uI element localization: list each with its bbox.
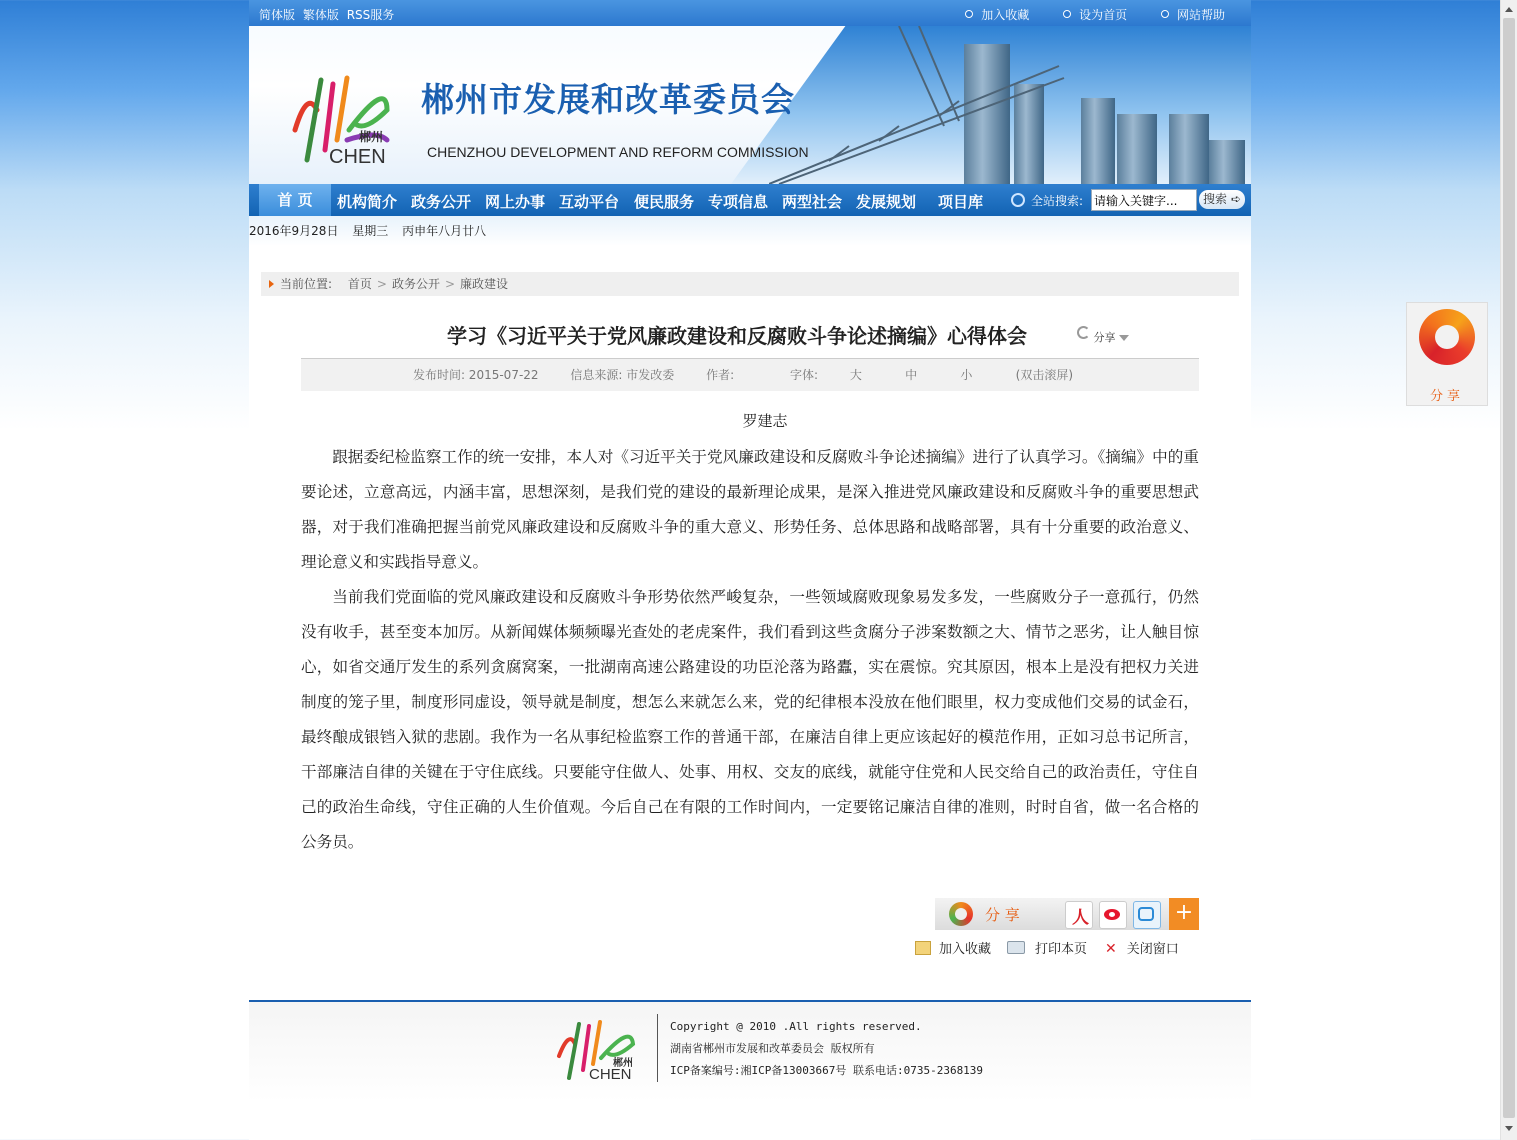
nav-item-public-service[interactable]: 便民服务 (634, 193, 695, 211)
vertical-scrollbar[interactable] (1500, 0, 1517, 1140)
search-label: 全站搜索: (1031, 194, 1084, 208)
breadcrumb-home[interactable]: 首页 (347, 277, 372, 291)
share-logo-icon (1419, 309, 1475, 365)
share-mini-button[interactable] (1077, 326, 1129, 345)
search-button[interactable]: 搜索 ➪ (1199, 190, 1245, 209)
nav-item-about[interactable]: 机构简介 (337, 193, 398, 211)
footer-icp: ICP备案编号:湘ICP备13003667号 联系电话:0735-2368139 (670, 1064, 984, 1077)
nav-item-online-service[interactable]: 网上办事 (485, 193, 546, 211)
article-body (301, 440, 1199, 860)
printer-icon (1007, 941, 1025, 954)
tool-add-favorite[interactable] (915, 938, 991, 957)
link-rss[interactable]: RSS服务 (346, 8, 395, 22)
footer-logo-cn: 郴州 (613, 1058, 633, 1069)
author-label: 作者: (706, 368, 735, 382)
tool-add-favorite-label: 加入收藏 (939, 942, 992, 957)
date-bar (249, 216, 1251, 246)
article-meta (301, 358, 1199, 391)
share-more-button[interactable]: + (1169, 898, 1199, 930)
share-bar (935, 898, 1199, 930)
breadcrumb-gov-info[interactable]: 政务公开 (391, 277, 440, 291)
article-author: 罗建志 (742, 412, 788, 430)
chevron-down-icon (1119, 335, 1129, 341)
link-site-help[interactable]: 网站帮助 (1161, 8, 1225, 22)
top-bar-left (259, 6, 398, 23)
tool-close-label: 关闭窗口 (1126, 942, 1179, 957)
article-title: 学习《习近平关于党风廉政建设和反腐败斗争论述摘编》心得体会 (447, 324, 1027, 348)
page (249, 0, 1251, 1140)
article-paragraph: 当前我们党面临的党风廉政建设和反腐败斗争形势依然严峻复杂，一些领域腐败现象易发多发，一些腐败分子一意孤行，仍然没有收手，甚至变本加厉。从新闻媒体频频曝光查处的老虎案件，我们看到这些贪腐分子涉案数额之大、情节之恶劣，让人触目惊心，如省交通厅发生的系列贪腐窝案，一批湖南高速公路建设的功臣沦落为路蠹，实在震惊。究其原因，根本上是没有把权力关进制度的笼子里，制度形同虚设，领导就是制度，想怎么来就怎么来，党的纪律根本没放在他们眼里，权力变成他们交易的试金石，最终酿成银铛入狱的悲剧。我作为一名从事纪检监察工作的普通干部，在廉洁自律上更应该起好的模范作用，正如习总书记所言，干部廉洁自律的关键在于守住底线。只要能守住做人、处事、用权、交友的底线，就能守住党和人民交给自己的政治责任，守住自己的政治生命线，守住正确的人生价值观。今后自己在有限的工作时间内，一定要铭记廉洁自律的准则，时时自省，做一名合格的公务员。 (301, 588, 1199, 851)
share-logo-icon (949, 902, 973, 926)
article-paragraph: 跟据委纪检监察工作的统一安排，本人对《习近平关于党风廉政建设和反腐败斗争论述摘编》进行了认真学习。《摘编》中的重要论述，立意高远，内涵丰富，思想深刻，是我们党的建设的最新理论成果，是深入推进党风廉政建设和反腐败斗争的重要思想武器，对于我们准确把握当前党风廉政建设和反腐败斗争的重大意义、形势任务、总体思路和战略部署，具有十分重要的政治意义、理论意义和实践指导意义。 (301, 448, 1199, 571)
share-weibo-icon[interactable] (1099, 901, 1127, 929)
share-tencent-icon[interactable] (1133, 901, 1161, 929)
breadcrumb-integrity[interactable]: 廉政建设 (460, 277, 509, 291)
nav-item-two-type-society[interactable]: 两型社会 (782, 193, 843, 211)
link-add-favorite[interactable]: 加入收藏 (965, 8, 1029, 22)
tool-print[interactable] (1007, 938, 1087, 957)
nav-home[interactable] (259, 184, 331, 216)
double-click-scroll: (双击滚屏) (1015, 368, 1074, 382)
link-traditional[interactable]: 繁体版 (302, 8, 339, 22)
logo-cn-text: 郴州 (359, 130, 384, 144)
font-size-label: 字体: (789, 368, 818, 382)
nav-item-development-plan[interactable]: 发展规划 (856, 193, 917, 211)
building-graphic (1117, 114, 1157, 184)
building-graphic (1209, 140, 1245, 184)
font-size-small[interactable]: 小 (960, 368, 973, 382)
site-title: 郴州市发展和改革委员会 (421, 80, 795, 119)
breadcrumb (261, 272, 1239, 296)
nav-home-label: 首 页 (277, 191, 313, 209)
footer-logo-en: CHEN (589, 1066, 632, 1083)
breadcrumb-separator-icon: > (376, 277, 387, 291)
scrollbar-thumb[interactable] (1503, 18, 1515, 1118)
nav-item-gov-info[interactable]: 政务公开 (411, 193, 472, 211)
footer-divider (657, 1014, 658, 1082)
share-label: 分 享 (985, 906, 1020, 924)
building-graphic (1169, 114, 1209, 184)
search-input[interactable] (1091, 189, 1197, 211)
current-date: 2016年9月28日 (249, 224, 339, 238)
font-size-large[interactable]: 大 (849, 368, 862, 382)
tool-print-label: 打印本页 (1035, 942, 1088, 957)
share-mini-label: 分享 (1093, 331, 1116, 344)
close-icon: ✕ (1105, 941, 1117, 957)
building-graphic (1081, 98, 1115, 184)
footer (249, 1000, 1251, 1102)
folder-icon (915, 941, 931, 955)
font-size-medium[interactable]: 中 (905, 368, 918, 382)
floating-share-button[interactable] (1406, 302, 1488, 406)
floating-share-label: 分享 (1429, 389, 1464, 404)
share-mini-icon (1077, 326, 1090, 339)
tool-close-window[interactable] (1105, 938, 1179, 957)
lunar-date: 丙申年八月廿八 (402, 224, 487, 238)
crane-graphic (769, 26, 1069, 184)
breadcrumb-separator-icon: > (444, 277, 456, 291)
scroll-down-icon[interactable] (1505, 1126, 1513, 1131)
search-icon (1011, 193, 1025, 207)
link-set-homepage[interactable]: 设为首页 (1063, 8, 1127, 22)
share-renren-icon[interactable]: 人 (1065, 901, 1093, 929)
info-source: 信息来源: 市发改委 (570, 368, 675, 382)
footer-text (670, 1016, 983, 1082)
search-button-label: 搜索 (1203, 192, 1228, 206)
footer-owner: 湖南省郴州市发展和改革委员会 版权所有 (670, 1042, 875, 1055)
current-weekday: 星期三 (352, 224, 389, 238)
top-bar (249, 0, 1251, 26)
breadcrumb-arrow-icon (269, 280, 274, 288)
main-nav (249, 184, 1251, 216)
breadcrumb-label: 当前位置: (280, 277, 333, 291)
logo-en-text: CHEN (329, 146, 386, 168)
footer-logo (555, 1016, 647, 1082)
nav-item-special-info[interactable]: 专项信息 (708, 193, 769, 211)
scroll-up-icon[interactable] (1505, 7, 1513, 12)
site-subtitle: CHENZHOU DEVELOPMENT AND REFORM COMMISSION (427, 144, 809, 160)
nav-item-interaction[interactable]: 互动平台 (559, 193, 620, 211)
footer-copyright: Copyright @ 2010 .All rights reserved. (670, 1020, 922, 1033)
header-banner (249, 26, 1251, 184)
site-logo[interactable] (287, 70, 407, 170)
link-simplified[interactable]: 简体版 (259, 8, 296, 22)
top-bar-right (935, 6, 1225, 23)
publish-time: 发布时间: 2015-07-22 (412, 368, 539, 382)
nav-item-project-library[interactable]: 项目库 (938, 193, 984, 211)
